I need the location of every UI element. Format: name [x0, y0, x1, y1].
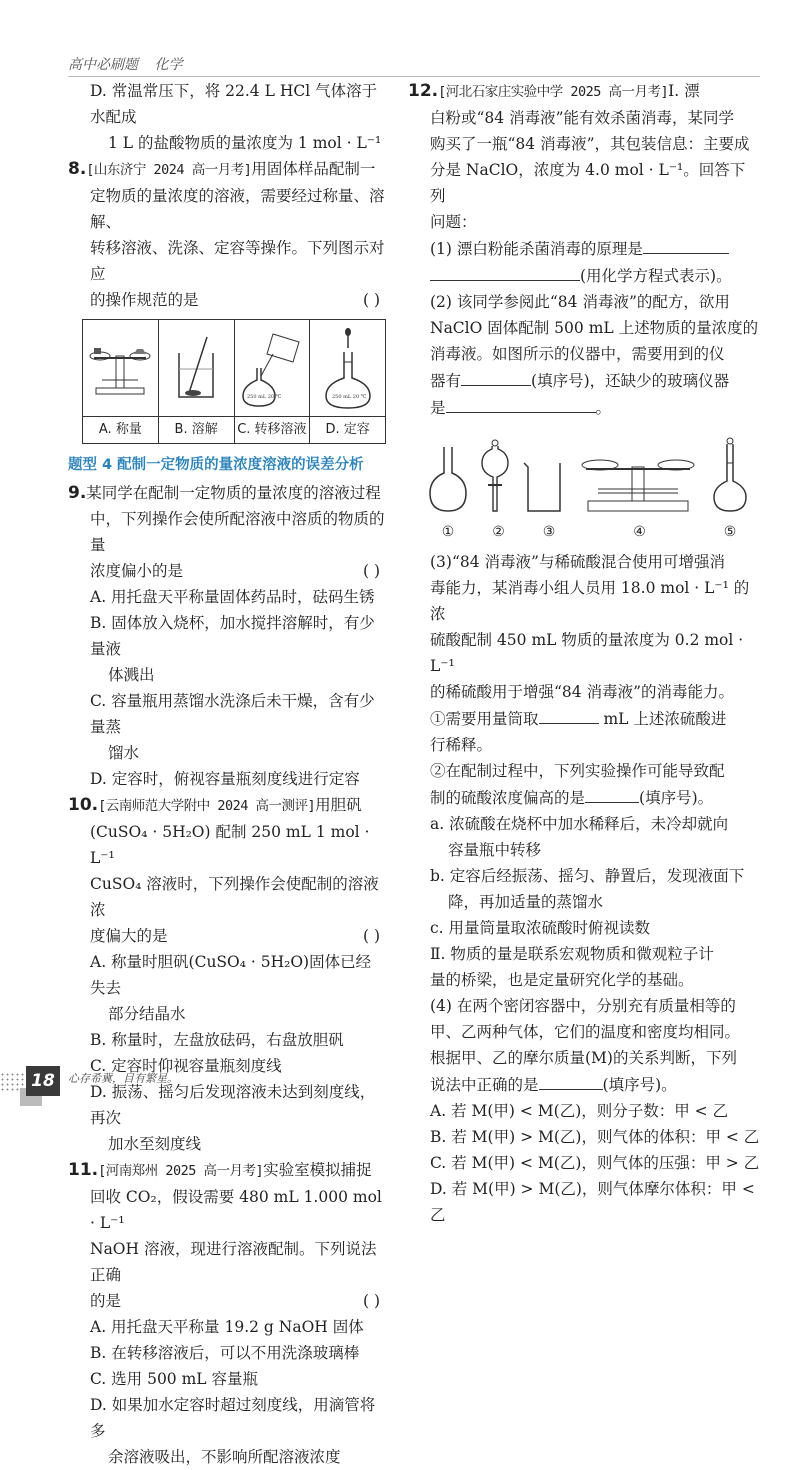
q12-p2-d: 。 [595, 399, 612, 417]
question-11 [68, 1157, 386, 1470]
header-rule [68, 76, 760, 77]
q8-text2: 定物质的量浓度的溶液，需要经过称量、溶解、 [90, 187, 385, 231]
q12-p4-opt-c: C. 若 M(甲) < M(乙)，则气体的压强：甲 > 乙 [430, 1154, 760, 1172]
q12-intro-1: Ⅰ. 漂 [668, 82, 700, 100]
caption-c: C. 转移溶液 [235, 417, 311, 443]
question-12 [408, 78, 760, 1228]
q10-option-b: B. 称量时，左盘放砝码，右盘放胆矾 [90, 1031, 344, 1049]
q11-source: [河南郑州 2025 高一月考] [98, 1163, 264, 1179]
q12-opt-b-cont: 降，再加适量的蒸馏水 [448, 893, 604, 911]
balance-icon [578, 449, 698, 513]
q10-option-d: D. 振荡、摇匀后发现溶液未达到刻度线，再次 [90, 1083, 376, 1127]
beaker-icon [522, 459, 566, 513]
subject-title: 化学 [154, 57, 183, 73]
q12-intro-4: 分是 NaClO，浓度为 4.0 mol · L⁻¹。回答下列 [430, 161, 746, 205]
q11-number: 11. [68, 1160, 99, 1180]
q11-text1: 实验室模拟捕捉 [263, 1161, 372, 1179]
q10-option-d-cont: 加水至刻度线 [108, 1135, 202, 1153]
q12-p3i-blank[interactable] [539, 705, 599, 724]
q9-answer-paren: ( ) [362, 562, 380, 580]
constant-volume-figure [310, 320, 385, 416]
q11-text4: 的是 [90, 1292, 122, 1310]
q12-p3ii-b: (填序号)。 [639, 789, 714, 807]
instrument-figure [428, 435, 750, 513]
left-column [68, 78, 386, 1470]
flask-label-c: 250 mL 20 ℃ [246, 394, 282, 400]
question-9 [68, 480, 386, 792]
caption-d: D. 定容 [325, 422, 370, 437]
right-column [408, 78, 760, 1228]
q12-p4-a: 说法中正确的是 [430, 1076, 539, 1094]
q7-option-d-line2: 1 L 的盐酸物质的量浓度为 1 mol · L⁻¹ [108, 134, 382, 152]
q12-intro-5: 问题： [430, 213, 477, 231]
label-4: ④ [633, 524, 646, 540]
dissolve-figure [159, 320, 235, 416]
q9-option-a: A. 用托盘天平称量固体药品时，砝码生锈 [90, 588, 375, 606]
separatory-funnel-icon [480, 437, 510, 513]
volumetric-flask-icon [710, 437, 750, 513]
q12-p1-text-end: (用化学方程式表示)。 [580, 267, 732, 285]
q11-option-d: D. 如果加水定容时超过刻度线，用滴管将多 [90, 1396, 376, 1440]
q8-answer-paren: ( ) [362, 291, 380, 309]
q10-option-c: C. 定容时仰视容量瓶刻度线 [90, 1057, 282, 1075]
q9-number: 9. [68, 483, 87, 503]
q12-opt-a-cont: 容量瓶中转移 [448, 841, 542, 859]
q10-answer-paren: ( ) [362, 927, 380, 945]
q12-part2-line3: (4) 在两个密闭容器中，分别充有质量相等的 [430, 997, 736, 1015]
q10-option-a: A. 称量时胆矾(CuSO₄ · 5H₂O)固体已经失去 [90, 953, 372, 997]
q10-text2: (CuSO₄ · 5H₂O) 配制 250 mL 1 mol · L⁻¹ [90, 823, 370, 867]
q12-intro-3: 购买了一瓶“84 消毒液”，其包装信息：主要成 [430, 135, 750, 153]
page-number: 18 [26, 1066, 60, 1096]
q12-part2-line1: Ⅱ. 物质的量是联系宏观物质和微观粒子计 [430, 945, 714, 963]
q9-option-c-cont: 馏水 [108, 744, 140, 762]
q12-p3i-b: mL 上述浓硫酸进 [603, 710, 727, 728]
q8-number: 8. [68, 159, 87, 179]
q12-source: [河北石家庄实验中学 2025 高一月考] [438, 84, 669, 100]
caption-b: B. 溶解 [159, 417, 235, 443]
q12-p3-line1: (3)“84 消毒液”与稀硫酸混合使用可增强消 [430, 553, 725, 571]
q12-p2-line3: 消毒液。如图所示的仪器中，需要用到的仪 [430, 345, 725, 363]
caption-a: A. 称量 [83, 417, 159, 443]
q11-text3: NaOH 溶液，现进行溶液配制。下列说法正确 [90, 1240, 377, 1284]
q12-number: 12. [408, 81, 439, 101]
q12-p1-blank-cont[interactable] [430, 262, 580, 281]
q12-p3i-c: 行稀释。 [430, 736, 493, 754]
q12-part2-line2: 量的桥梁，也是定量研究化学的基础。 [430, 971, 694, 989]
q8-text1: 用固体样品配制一 [251, 160, 376, 178]
q11-option-a: A. 用托盘天平称量 19.2 g NaOH 固体 [90, 1318, 364, 1336]
q12-p2-blank2[interactable] [446, 394, 596, 413]
page-footer [0, 1060, 260, 1130]
q12-p1-blank[interactable] [643, 235, 729, 254]
q12-p2-c: 是 [430, 399, 446, 417]
round-flask-icon [428, 443, 468, 513]
footer-motto: 心存希冀，目有繁星。 [68, 1072, 178, 1085]
q8-text4: 的操作规范的是 [90, 291, 199, 309]
instrument-labels [428, 519, 750, 545]
q8-text3: 转移溶液、洗涤、定容等操作。下列图示对应 [90, 239, 385, 283]
q8-figure [82, 319, 386, 444]
q12-p3ii-line1: ②在配制过程中，下列实验操作可能导致配 [430, 762, 725, 780]
book-title: 高中必刷题 [68, 57, 138, 73]
q7-option-d-line1: D. 常温常压下，将 22.4 L HCl 气体溶于水配成 [90, 82, 378, 126]
q9-line2: 中，下列操作会使所配溶液中溶质的物质的量 [90, 510, 385, 554]
q12-opt-a: a. 浓硫酸在烧杯中加水稀释后，未冷却就向 [430, 815, 729, 833]
q12-intro-2: 白粉或“84 消毒液”能有效杀菌消毒，某同学 [430, 109, 734, 127]
label-1: ① [441, 524, 455, 540]
q12-p4-b: (填序号)。 [602, 1076, 677, 1094]
q12-p2-line1: (2) 该同学参阅此“84 消毒液”的配方，欲用 [430, 293, 730, 311]
balance-figure [83, 320, 159, 416]
q12-p1-text: (1) 漂白粉能杀菌消毒的原理是 [430, 240, 643, 258]
q12-p4-opt-a: A. 若 M(甲) < M(乙)，则分子数：甲 < 乙 [430, 1102, 729, 1120]
q11-option-b: B. 在转移溶液后，可以不用洗涤玻璃棒 [90, 1344, 360, 1362]
q12-p3i-a: ①需要用量筒取 [430, 710, 539, 728]
q12-opt-c: c. 用量筒量取浓硫酸时俯视读数 [430, 919, 651, 937]
q12-p3-line3: 硫酸配制 450 mL 物质的量浓度为 0.2 mol · L⁻¹ [430, 631, 744, 675]
q10-text4: 度偏大的是 [90, 927, 168, 945]
q12-p3-line4: 的稀硫酸用于增强“84 消毒液”的消毒能力。 [430, 683, 734, 701]
q11-text2: 回收 CO₂，假设需要 480 mL 1.000 mol · L⁻¹ [90, 1188, 382, 1232]
label-5: ⑤ [723, 524, 737, 540]
q12-p3ii-a: 制的硫酸浓度偏高的是 [430, 789, 586, 807]
question-8 [68, 156, 386, 444]
q9-option-b: B. 固体放入烧杯，加水搅拌溶解时，有少量液 [90, 614, 375, 658]
q12-part2-line5: 根据甲、乙的摩尔质量(M)的关系判断，下列 [430, 1049, 737, 1067]
q12-p2-blank1[interactable] [461, 367, 531, 386]
q10-source: [云南师范大学附中 2024 高一测评] [98, 798, 316, 814]
q12-p4-opt-b: B. 若 M(甲) > M(乙)，则气体的体积：甲 < 乙 [430, 1128, 760, 1146]
q11-option-c: C. 选用 500 mL 容量瓶 [90, 1370, 259, 1388]
q9-option-c: C. 容量瓶用蒸馏水洗涤后未干燥，含有少量蒸 [90, 692, 375, 736]
q9-line1: 某同学在配制一定物质的量浓度的溶液过程 [86, 484, 381, 502]
q9-option-b-cont: 体溅出 [108, 666, 155, 684]
q10-option-a-cont: 部分结晶水 [108, 1005, 186, 1023]
section-heading: 题型 4 配制一定物质的量浓度溶液的误差分析 [68, 457, 364, 473]
q10-number: 10. [68, 795, 99, 815]
q12-opt-b: b. 定容后经振荡、摇匀、静置后，发现液面下 [430, 867, 745, 885]
q12-p4-opt-d: D. 若 M(甲) > M(乙)，则气体摩尔体积：甲 < 乙 [430, 1180, 755, 1224]
q12-p2-line2: NaClO 固体配制 500 mL 上述物质的量浓度的 [430, 319, 759, 337]
label-3: ③ [542, 524, 556, 540]
q11-answer-paren: ( ) [362, 1292, 380, 1310]
q8-source: [山东济宁 2024 高一月考] [86, 162, 252, 178]
label-2: ② [492, 524, 505, 540]
q12-p2-a: 器有 [430, 372, 462, 390]
q12-p3-line2: 毒能力，某消毒小组人员用 18.0 mol · L⁻¹ 的浓 [430, 579, 750, 623]
running-header [68, 54, 194, 74]
q11-option-d-cont: 余溶液吸出，不影响所配溶液浓度 [108, 1448, 341, 1466]
q12-part2-line4: 甲、乙两种气体，它们的温度和密度均相同。 [430, 1023, 741, 1041]
q10-text1: 用胆矾 [315, 796, 362, 814]
q9-line3: 浓度偏小的是 [90, 562, 184, 580]
q12-p2-b: (填序号)，还缺少的玻璃仪器 [531, 372, 730, 390]
q9-option-d: D. 定容时，俯视容量瓶刻度线进行定容 [90, 770, 360, 788]
q12-p4-blank[interactable] [539, 1071, 603, 1090]
transfer-figure [235, 320, 311, 416]
q12-p3ii-blank[interactable] [585, 784, 639, 803]
q10-text3: CuSO₄ 溶液时，下列操作会使配制的溶液浓 [90, 875, 379, 919]
flask-label-d: 250 mL 20 ℃ [331, 394, 366, 400]
